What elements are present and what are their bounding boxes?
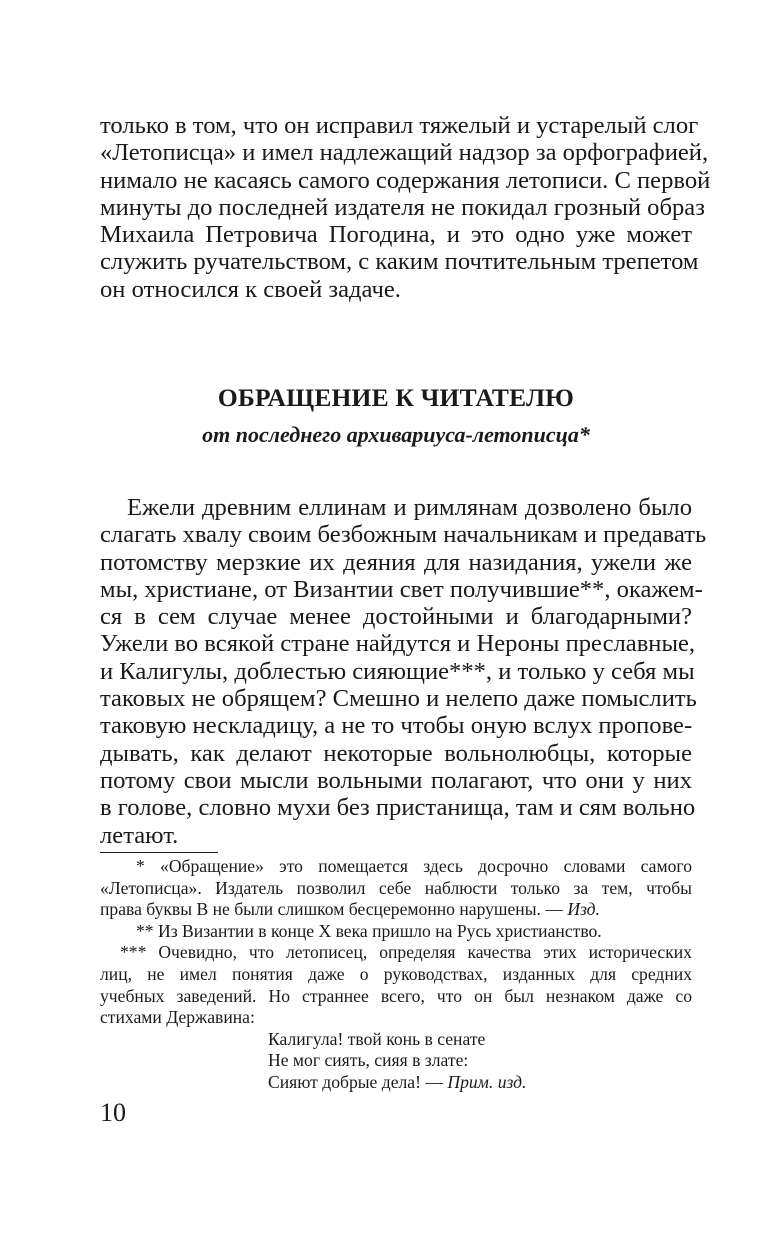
text-line: Ужели во всякой стране найдутся и Нероны преславные, bbox=[100, 630, 696, 658]
text-line: служить ручательством, с каким почтительным трепетом bbox=[100, 248, 699, 276]
text-line: слагать хвалу своим безбожным начальникам и предавать bbox=[100, 521, 707, 549]
text-line: Ежели древним еллинам и римлянам дозволено было bbox=[127, 494, 692, 521]
intro-paragraph bbox=[100, 112, 711, 303]
text-line: «Летописца» и имел надлежащий надзор за орфографией, bbox=[100, 139, 709, 167]
text-line: минуты до последней издателя не покидал грозный образ bbox=[100, 193, 705, 221]
footnote-text: права буквы В не были слишком бесцеремонно нарушены. — bbox=[100, 899, 563, 920]
footnote-divider bbox=[100, 852, 218, 853]
footnote-line bbox=[100, 899, 692, 921]
verse-attribution: Прим. изд. bbox=[447, 1071, 527, 1092]
footnotes bbox=[100, 856, 692, 1094]
text-line: он относился к своей задаче. bbox=[100, 275, 401, 303]
verse-line: Калигула! твой конь в сенате bbox=[268, 1028, 486, 1049]
footnote-line: ** Из Византии в конце X века пришло на Русь христианство. bbox=[136, 920, 602, 941]
footnote-line: *** Очевидно, что летописец, определяя качества этих исторических bbox=[120, 942, 692, 963]
text-line: только в том, что он исправил тяжелый и устарелый слог bbox=[100, 112, 699, 139]
text-line: таковых не обрящем? Смешно и нелепо даже помыслить bbox=[100, 685, 697, 713]
text-line: нимало не касаясь самого содержания летописи. С первой bbox=[100, 166, 711, 194]
text-line: дывать, как делают некоторые вольнолюбцы, которые bbox=[100, 739, 692, 767]
chapter-heading: ОБРАЩЕНИЕ К ЧИТАТЕЛЮ bbox=[217, 383, 575, 412]
footnote-attribution: Изд. bbox=[567, 899, 600, 920]
verse-text: Сияют добрые дела! — bbox=[268, 1071, 443, 1092]
text-line: летают. bbox=[100, 821, 179, 849]
footnote-line: «Летописца». Издатель позволил себе наблюсти только за тем, чтобы bbox=[100, 877, 692, 898]
text-line: потому свои мысли вольными полагают, что они у них bbox=[100, 766, 692, 794]
main-paragraph bbox=[100, 494, 707, 849]
verse-line: Не мог сиять, сияя в злате: bbox=[268, 1050, 469, 1071]
chapter-subheading: от последнего архивариуса-летописца* bbox=[202, 422, 590, 447]
text-line: мы, христиане, от Византии свет получившие**, окажем- bbox=[100, 575, 703, 603]
footnote-line: лиц, не имел понятия даже о руководствах, изданных для средних bbox=[100, 963, 692, 984]
text-line: потомству мерзкие их деяния для назидания, ужели же bbox=[100, 548, 692, 576]
text-line: Михаила Петровича Погодина, и это одно уже может bbox=[100, 221, 692, 249]
footnote-line: стихами Державина: bbox=[100, 1007, 255, 1028]
text-line: ся в сем случае менее достойными и благодарными? bbox=[100, 603, 692, 631]
text-line: в голове, словно мухи без пристанища, там и сям вольно bbox=[100, 794, 696, 822]
page-number: 10 bbox=[100, 1098, 126, 1127]
text-line: таковую нескладицу, а не то чтобы оную вслух пропове- bbox=[100, 712, 693, 740]
footnote-line: * «Обращение» это помещается здесь досрочно словами самого bbox=[136, 856, 692, 876]
verse-line bbox=[100, 1072, 692, 1094]
text-line: и Калигулы, доблестью сияющие***, и только у себя мы bbox=[100, 657, 695, 685]
footnote-line: учебных заведений. Но страннее всего, что он был незнаком даже со bbox=[100, 985, 692, 1006]
